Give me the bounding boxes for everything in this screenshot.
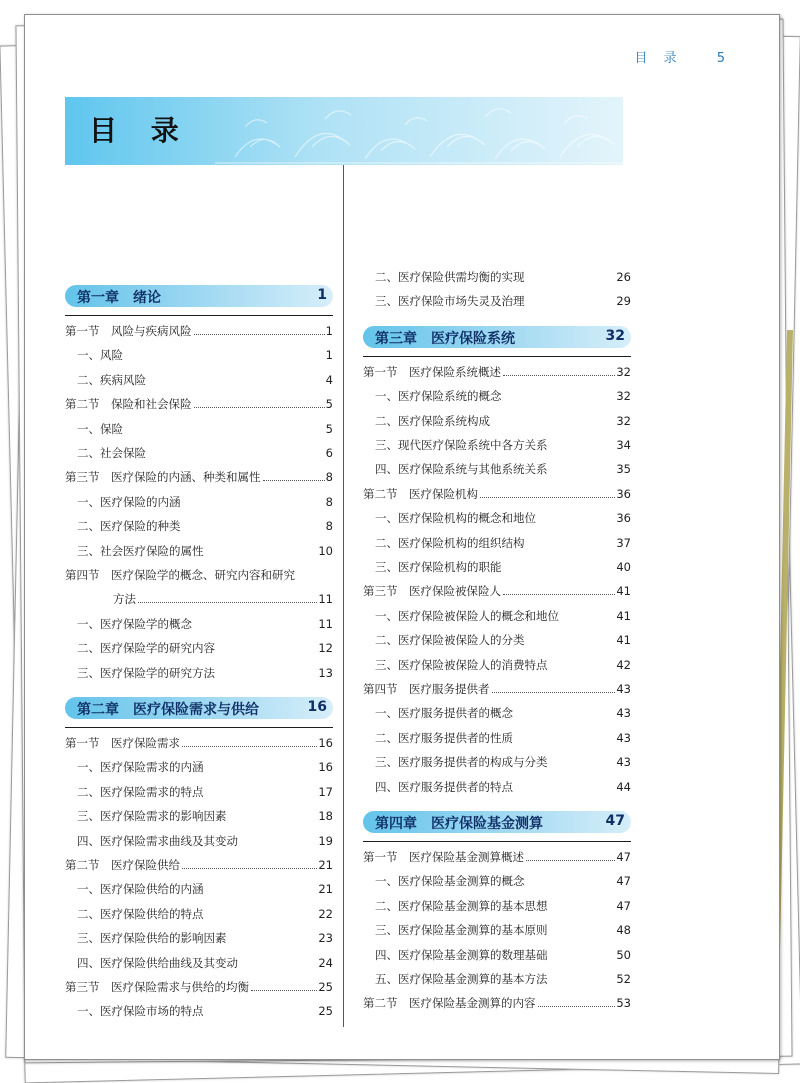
toc-page-number: 41	[616, 584, 631, 599]
toc-item[interactable]	[375, 608, 631, 626]
toc-page-number: 12	[318, 641, 333, 656]
document-page	[24, 14, 780, 1060]
toc-section[interactable]	[65, 396, 333, 414]
toc-page-number: 24	[318, 955, 333, 970]
page-number: 5	[716, 51, 727, 66]
toc-page-number: 32	[616, 389, 631, 404]
toc-item-title: 二、医疗保险供需均衡的实现	[375, 270, 525, 284]
toc-section-title: 第一节 风险与疾病风险	[65, 324, 192, 338]
chapter-rule	[363, 841, 631, 842]
toc-item-title: 一、医疗保险市场的特点	[77, 1004, 204, 1019]
toc-page-number: 16	[318, 760, 333, 775]
toc-item-title: 四、医疗服务提供者的特点	[375, 779, 513, 794]
toc-page-number: 25	[318, 1004, 333, 1019]
chapter-page: 47	[605, 813, 625, 829]
toc-page-number: 21	[318, 858, 333, 872]
toc-page-number: 36	[616, 511, 631, 526]
toc-section[interactable]	[363, 364, 631, 382]
toc-section-title: 第三节 医疗保险需求与供给的均衡	[65, 980, 249, 994]
toc-item-title: 一、医疗保险需求的内涵	[77, 760, 204, 775]
toc-page-number: 43	[616, 755, 631, 770]
toc-item[interactable]	[375, 388, 631, 406]
toc-item[interactable]	[77, 906, 333, 924]
toc-item[interactable]	[77, 784, 333, 802]
toc-page-number: 11	[318, 592, 333, 607]
toc-item[interactable]	[375, 437, 631, 455]
toc-item-title: 三、医疗保险市场失灵及治理	[375, 294, 525, 309]
toc-page-number: 34	[616, 438, 631, 452]
chapter-title: 第三章 医疗保险系统	[375, 330, 515, 347]
chapter-rule	[65, 727, 333, 728]
toc-item-title: 四、医疗保险基金测算的数理基础	[375, 947, 548, 962]
toc-section[interactable]	[65, 469, 333, 487]
toc-section[interactable]	[65, 979, 333, 997]
toc-item[interactable]	[375, 657, 631, 675]
toc-page-number: 1	[325, 324, 333, 338]
dot-leader	[526, 860, 615, 861]
toc-item[interactable]	[375, 754, 631, 772]
toc-item-title: 三、医疗保险被保险人的消费特点	[375, 657, 548, 672]
toc-section[interactable]	[363, 486, 631, 504]
toc-item-title: 二、医疗保险基金测算的基本思想	[375, 898, 548, 913]
toc-section[interactable]	[65, 857, 333, 875]
dot-leader	[480, 497, 615, 498]
toc-section[interactable]	[363, 583, 631, 601]
toc-item[interactable]	[77, 494, 333, 512]
chapter-heading[interactable]	[363, 326, 631, 348]
toc-item[interactable]	[77, 347, 333, 365]
toc-item-title: 二、疾病风险	[77, 372, 146, 387]
toc-page-number: 8	[325, 494, 333, 509]
toc-item[interactable]	[375, 971, 631, 989]
toc-section[interactable]	[363, 995, 631, 1013]
dot-leader	[263, 480, 325, 481]
toc-item[interactable]	[375, 559, 631, 577]
toc-item[interactable]	[375, 873, 631, 891]
toc-item-title: 三、医疗保险基金测算的基本原则	[375, 923, 548, 938]
toc-item[interactable]	[375, 947, 631, 965]
toc-item[interactable]	[77, 1003, 333, 1021]
toc-item-title: 一、医疗保险供给的内涵	[77, 882, 204, 897]
toc-item-title: 二、社会保险	[77, 446, 146, 460]
toc-section-title: 第二节 保险和社会保险	[65, 397, 192, 412]
toc-item-title: 二、医疗保险学的研究内容	[77, 641, 215, 656]
toc-item[interactable]	[77, 665, 333, 683]
dot-leader	[194, 407, 325, 408]
toc-section[interactable]	[363, 681, 631, 699]
toc-item-title: 四、医疗保险系统与其他系统关系	[375, 462, 548, 477]
toc-item-title: 二、医疗保险的种类	[77, 519, 181, 534]
toc-section[interactable]	[113, 591, 333, 609]
toc-page-number: 47	[616, 898, 631, 913]
toc-item[interactable]	[375, 898, 631, 916]
toc-page-number: 4	[325, 372, 333, 387]
toc-item[interactable]	[375, 779, 631, 797]
toc-banner	[65, 97, 623, 165]
toc-page-number: 13	[318, 665, 333, 680]
toc-item[interactable]	[375, 922, 631, 940]
toc-page-number: 17	[318, 784, 333, 799]
toc-item-title: 二、医疗服务提供者的性质	[375, 730, 513, 745]
toc-item-title: 二、医疗保险系统构成	[375, 413, 490, 428]
toc-title: 目 录	[89, 114, 191, 147]
toc-page-number: 40	[616, 560, 631, 574]
dot-leader	[251, 990, 317, 991]
toc-section-title: 第一节 医疗保险系统概述	[363, 364, 501, 379]
chapter-rule	[363, 356, 631, 357]
toc-page-number: 11	[318, 616, 333, 631]
toc-page-number: 21	[318, 882, 333, 897]
toc-section-title: 第三节 医疗保险的内涵、种类和属性	[65, 470, 261, 485]
toc-section-title: 第二节 医疗保险基金测算的内容	[363, 996, 536, 1011]
chapter-heading[interactable]	[65, 697, 333, 719]
toc-page-number: 47	[616, 874, 631, 889]
toc-item[interactable]	[77, 808, 333, 826]
toc-item-title: 二、医疗保险被保险人的分类	[375, 633, 525, 648]
toc-page-number: 37	[616, 535, 631, 550]
toc-page-number: 29	[616, 294, 631, 309]
chapter-title: 第四章 医疗保险基金测算	[375, 816, 543, 832]
toc-item[interactable]	[375, 269, 631, 287]
toc-page-number: 1	[325, 348, 333, 363]
toc-item-title: 一、保险	[77, 421, 123, 436]
toc-item[interactable]	[375, 730, 631, 748]
chapter-title: 第二章 医疗保险需求与供给	[77, 702, 259, 718]
toc-section[interactable]	[363, 849, 631, 867]
toc-page-number: 53	[616, 996, 631, 1011]
toc-page-number: 5	[325, 421, 333, 436]
toc-item[interactable]	[375, 461, 631, 479]
toc-item[interactable]	[77, 881, 333, 899]
dot-leader	[182, 746, 317, 747]
toc-page-number: 19	[318, 833, 333, 848]
toc-item[interactable]	[77, 518, 333, 536]
toc-section-title: 第三节 医疗保险被保险人	[363, 584, 501, 599]
toc-section-title: 方法	[113, 592, 136, 607]
toc-item-title: 四、医疗保险供给曲线及其变动	[77, 955, 238, 970]
toc-item-title: 一、医疗保险机构的概念和地位	[375, 511, 536, 526]
toc-page-number: 47	[616, 850, 631, 864]
toc-item-title: 三、社会医疗保险的属性	[77, 543, 204, 558]
toc-page-number: 8	[325, 470, 333, 485]
toc-item[interactable]	[77, 833, 333, 851]
toc-page-number: 50	[616, 947, 631, 962]
toc-item[interactable]	[375, 293, 631, 311]
toc-item-title: 一、风险	[77, 348, 123, 363]
toc-page-number: 44	[616, 779, 631, 794]
toc-page-number: 35	[616, 462, 631, 477]
dot-leader	[194, 334, 325, 335]
toc-page-number: 25	[318, 980, 333, 994]
toc-page-number: 41	[616, 633, 631, 648]
toc-page-number: 48	[616, 923, 631, 938]
chapter-page: 32	[605, 327, 625, 344]
toc-page-number: 18	[318, 809, 333, 824]
chapter-title: 第一章 绪论	[77, 290, 161, 306]
toc-item-title: 四、医疗保险需求曲线及其变动	[77, 833, 238, 848]
toc-item[interactable]	[77, 543, 333, 561]
toc-page-number: 22	[318, 906, 333, 921]
toc-page-number: 23	[318, 931, 333, 946]
chapter-rule	[65, 315, 333, 316]
dot-leader	[538, 1006, 616, 1007]
toc-item-title: 二、医疗保险机构的组织结构	[375, 535, 525, 550]
toc-item-title: 一、医疗服务提供者的概念	[375, 706, 513, 721]
dot-leader	[492, 692, 616, 693]
toc-item-title: 三、医疗保险需求的影响因素	[77, 809, 227, 824]
chapter-page: 1	[317, 287, 327, 303]
toc-item-title: 一、医疗保险系统的概念	[375, 389, 502, 404]
toc-item-title: 五、医疗保险基金测算的基本方法	[375, 972, 548, 986]
toc-page-number: 43	[616, 706, 631, 721]
toc-item[interactable]	[375, 413, 631, 431]
toc-page-number: 43	[616, 730, 631, 745]
dot-leader	[138, 602, 317, 603]
toc-page-number: 10	[318, 543, 333, 558]
toc-section-title: 第四节 医疗服务提供者	[363, 682, 490, 696]
toc-item-title: 一、医疗保险基金测算的概念	[375, 874, 525, 889]
chapter-heading[interactable]	[65, 285, 333, 307]
toc-section-title: 第二节 医疗保险机构	[363, 486, 478, 501]
dot-leader	[182, 868, 317, 869]
toc-section-title: 第一节 医疗保险需求	[65, 736, 180, 750]
toc-item-title: 一、医疗保险的内涵	[77, 494, 181, 509]
toc-page-number: 6	[325, 446, 333, 460]
toc-page-number: 52	[616, 972, 631, 986]
toc-item[interactable]	[77, 955, 333, 973]
toc-item-title: 三、现代医疗保险系统中各方关系	[375, 438, 548, 452]
toc-page-number: 41	[616, 608, 631, 623]
toc-item-title: 二、医疗保险需求的特点	[77, 784, 204, 799]
toc-item[interactable]	[77, 616, 333, 634]
toc-section[interactable]	[65, 735, 333, 753]
toc-page-number: 5	[325, 397, 333, 412]
toc-page-number: 43	[616, 682, 631, 696]
toc-item[interactable]	[77, 421, 333, 439]
column-divider	[343, 165, 344, 1027]
toc-item[interactable]	[77, 930, 333, 948]
toc-page-number: 36	[616, 486, 631, 501]
toc-page-number: 42	[616, 657, 631, 672]
toc-item[interactable]	[77, 372, 333, 390]
running-header	[634, 47, 727, 66]
toc-page-number: 16	[318, 736, 333, 750]
toc-item[interactable]	[77, 445, 333, 463]
toc-page-number: 32	[616, 413, 631, 428]
toc-section[interactable]	[65, 323, 333, 341]
dot-leader	[503, 375, 615, 376]
toc-item-title: 二、医疗保险供给的特点	[77, 906, 204, 921]
toc-page-number: 32	[616, 364, 631, 379]
toc-item[interactable]	[375, 510, 631, 528]
toc-item-title: 三、医疗保险供给的影响因素	[77, 931, 227, 946]
toc-item[interactable]	[77, 640, 333, 658]
toc-item[interactable]	[375, 632, 631, 650]
running-title: 目 录	[634, 51, 683, 66]
toc-item-title: 三、医疗保险学的研究方法	[77, 665, 215, 680]
chapter-page: 16	[307, 699, 327, 715]
toc-item[interactable]	[375, 535, 631, 553]
toc-item[interactable]	[77, 759, 333, 777]
toc-item[interactable]	[375, 705, 631, 723]
toc-section-title: 第一节 医疗保险基金测算概述	[363, 850, 524, 864]
toc-item-title: 一、医疗保险被保险人的概念和地位	[375, 608, 559, 623]
toc-item-title: 一、医疗保险学的概念	[77, 616, 192, 631]
toc-section-title: 第二节 医疗保险供给	[65, 858, 180, 872]
chapter-heading[interactable]	[363, 811, 631, 833]
toc-section-title: 第四节 医疗保险学的概念、研究内容和研究	[65, 568, 295, 582]
dot-leader	[503, 594, 615, 595]
toc-section[interactable]	[65, 567, 333, 585]
toc-item-title: 三、医疗保险机构的职能	[375, 560, 502, 574]
toc-page-number: 8	[325, 519, 333, 534]
toc-page-number: 26	[616, 270, 631, 284]
toc-item-title: 三、医疗服务提供者的构成与分类	[375, 755, 548, 770]
